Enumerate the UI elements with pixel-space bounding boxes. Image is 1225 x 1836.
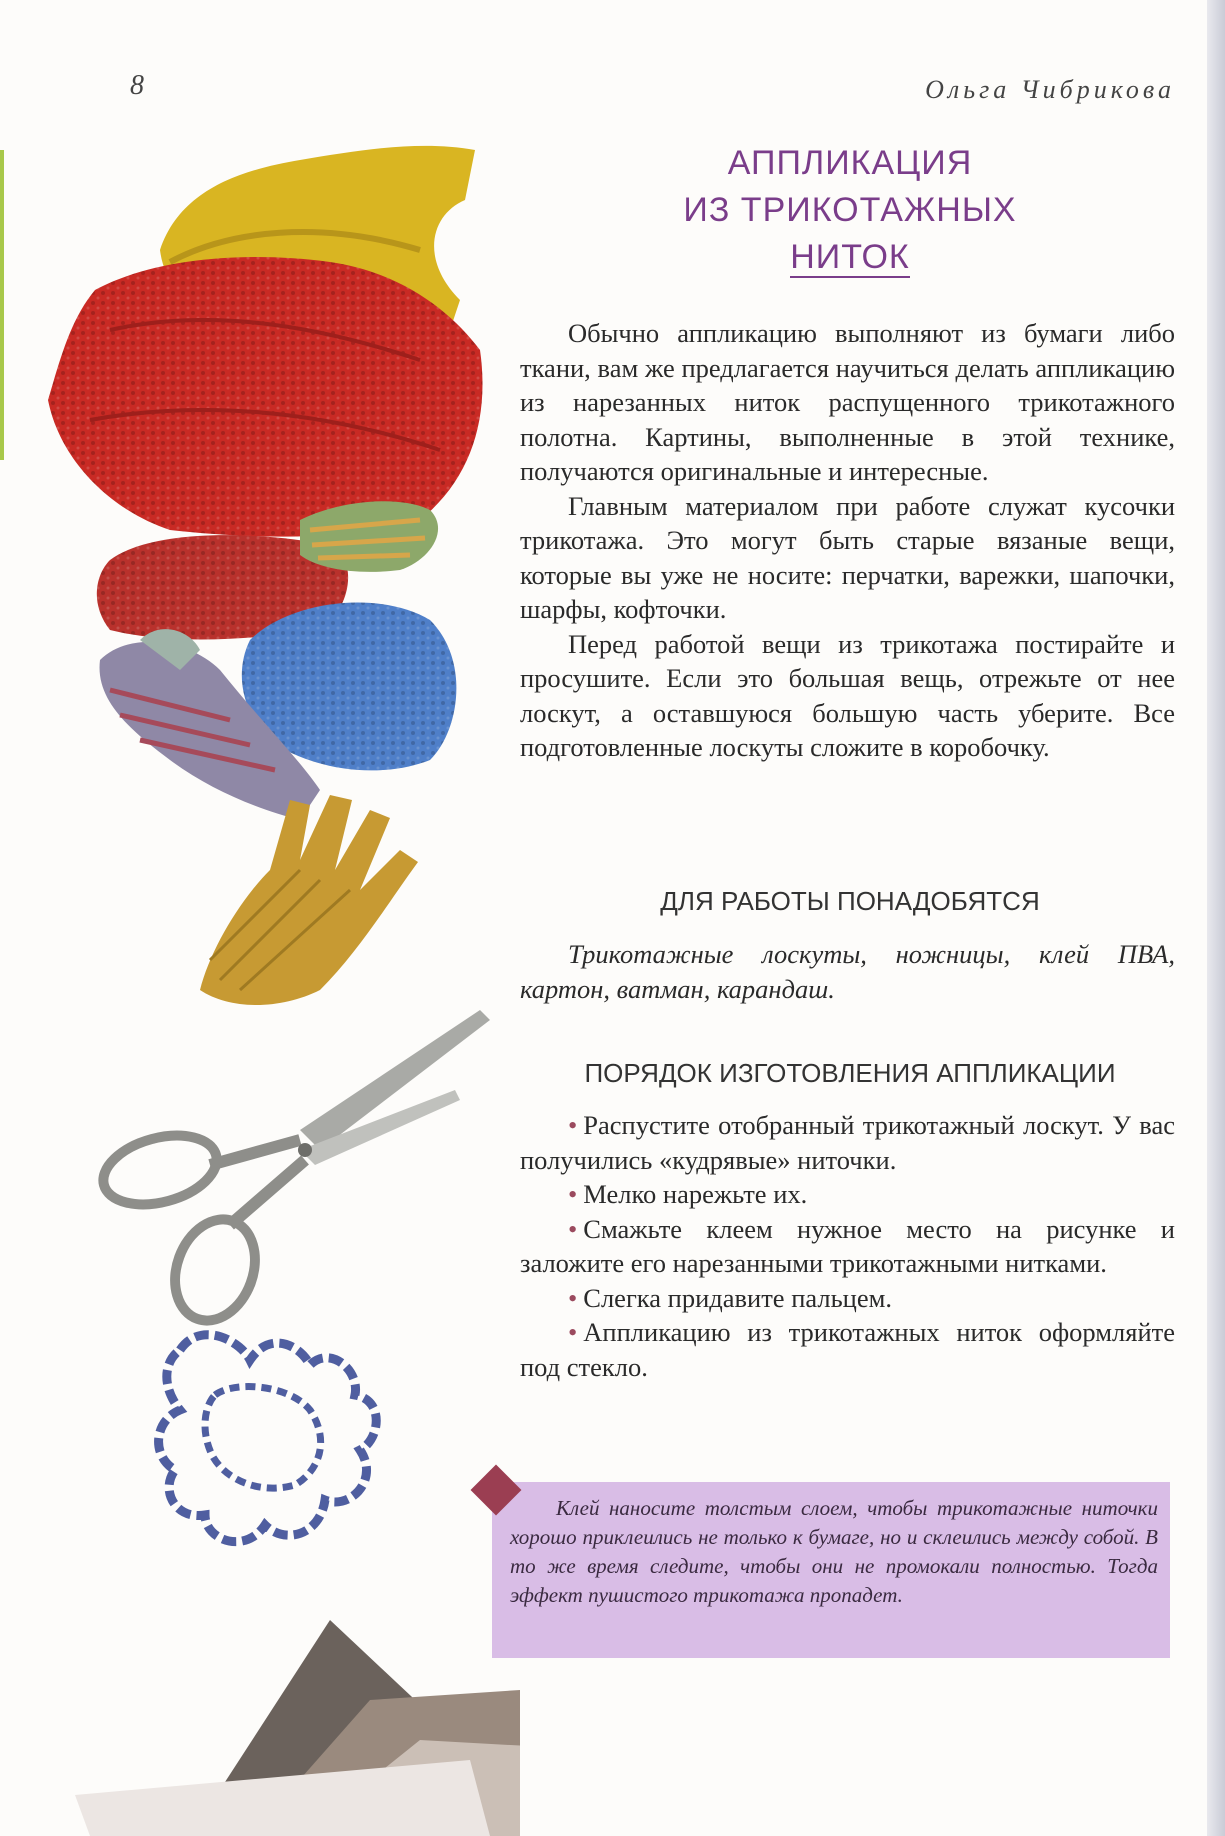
intro-paragraph-1: Обычно аппликацию выполняют из бумаги либо ткани, вам же предлагается научиться делать аппликацию из нарезанных ниток распущенного трикотажного полотна. Картины, выполненные в этой технике, получаются оригинальные и интересные. [520,318,1175,486]
striped-mittens-image [300,501,438,572]
red-sweater-image [48,257,483,537]
step-item-5: • Аппликацию из трикотажных ниток оформляйте под стекло. [520,1315,1175,1384]
scissors-image [96,1010,490,1332]
illustrations [0,0,520,1836]
intro-paragraph-2: Главным материалом при работе служат кусочки трикотажа. Это могут быть старые вязаные вещи, которые вы уже не носите: перчатки, варежки, шапочки, шарфы, кофточки. [520,490,1175,624]
step-item-2: • Мелко нарежьте их. [520,1177,1175,1212]
title-line-2: ИЗ ТРИКОТАЖНЫХ [683,191,1017,229]
title-line-3: НИТОК [790,238,910,276]
steps-heading: ПОРЯДОК ИЗГОТОВЛЕНИЯ АППЛИКАЦИИ [584,1058,1116,1088]
tip-text: Клей наносите толстым слоем, чтобы трикотажные ниточки хорошо приклеились не только к бумаге, но и склеились между собой. В то же время следите, чтобы они не промокали полностью. Тогда эффект пушистого трикотажа пропадет. [510,1496,1158,1607]
page-number: 8 [130,70,144,101]
yellow-glove-image [200,795,418,1005]
yarn-curl-image [159,1335,377,1542]
intro-paragraph-3: Перед работой вещи из трикотажа постирайте и просушите. Если это большая вещь, отрежьте от нее лоскут, а оставшуюся большую часть уберите. Все подготовленные лоскуты сложите в коробочку. [520,628,1175,762]
running-head-author: Ольга Чибрикова [925,75,1175,104]
step-item-3: • Смажьте клеем нужное место на рисунке и заложите его нарезанными трикотажными нитками. [520,1212,1175,1281]
article-title [520,140,1180,281]
title-line-1: АППЛИКАЦИЯ [727,144,973,182]
step-item-4: • Слегка придавите пальцем. [520,1281,1175,1316]
step-item-1: • Распустите отобранный трикотажный лоскут. У вас получились «кудрявые» ниточки. [520,1108,1175,1177]
cardboard-sheets-image [75,1620,520,1836]
intro-text [520,316,1175,765]
materials-heading: ДЛЯ РАБОТЫ ПОНАДОБЯТСЯ [660,886,1040,916]
page-edge [1207,0,1225,1836]
steps-list [520,1108,1175,1384]
materials-text: Трикотажные лоскуты, ножницы, клей ПВА, картон, ватман, карандаш. [520,939,1175,1004]
